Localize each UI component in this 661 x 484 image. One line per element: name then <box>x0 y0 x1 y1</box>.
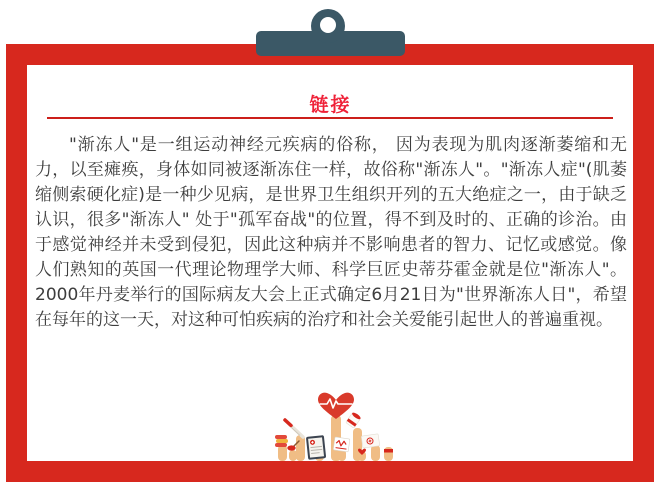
wristband-fist-icon <box>384 449 393 453</box>
first-aid-card-icon <box>361 434 380 448</box>
body-paragraph: "渐冻人"是一组运动神经元疾病的俗称， 因为表现为肌肉逐渐萎缩和无力，以至瘫痪，身体如同被逐渐冻住一样，故俗称"渐冻人"。"渐冻人症"(肌萎缩侧索硬化症)是一种少见病，是世界卫生组织开列的五大绝症之一，由于缺乏认识，很多"渐冻人" 处于"孤军奋战"的位置，得不到及时的、正确的诊治。由于感觉神经并未受到侵犯，因此这种病并不影响患者的智力、记忆或感觉。像人们熟知的英国一代理论物理学大师、科学巨匠史蒂芬霍金就是位"渐冻人"。2000年丹麦举行的国际病友大会上正式确定6月21日为"世界渐冻人日"，希望在每年的这一天，对这种可怕疾病的治疗和社会关爱能引起世人的普遍重视。 <box>35 135 627 330</box>
title-divider <box>47 117 613 119</box>
pills-icon <box>275 435 288 447</box>
heart-ekg-icon <box>318 393 354 419</box>
clipboard-icon <box>306 435 326 460</box>
clipboard-clip-ring-icon <box>311 9 345 43</box>
pill-chart-icon <box>333 437 350 452</box>
medicine-cup-icon <box>346 411 362 428</box>
thermometer-icon <box>285 420 303 437</box>
medical-hands-illustration <box>274 391 398 461</box>
page-title: 链接 <box>309 94 352 116</box>
